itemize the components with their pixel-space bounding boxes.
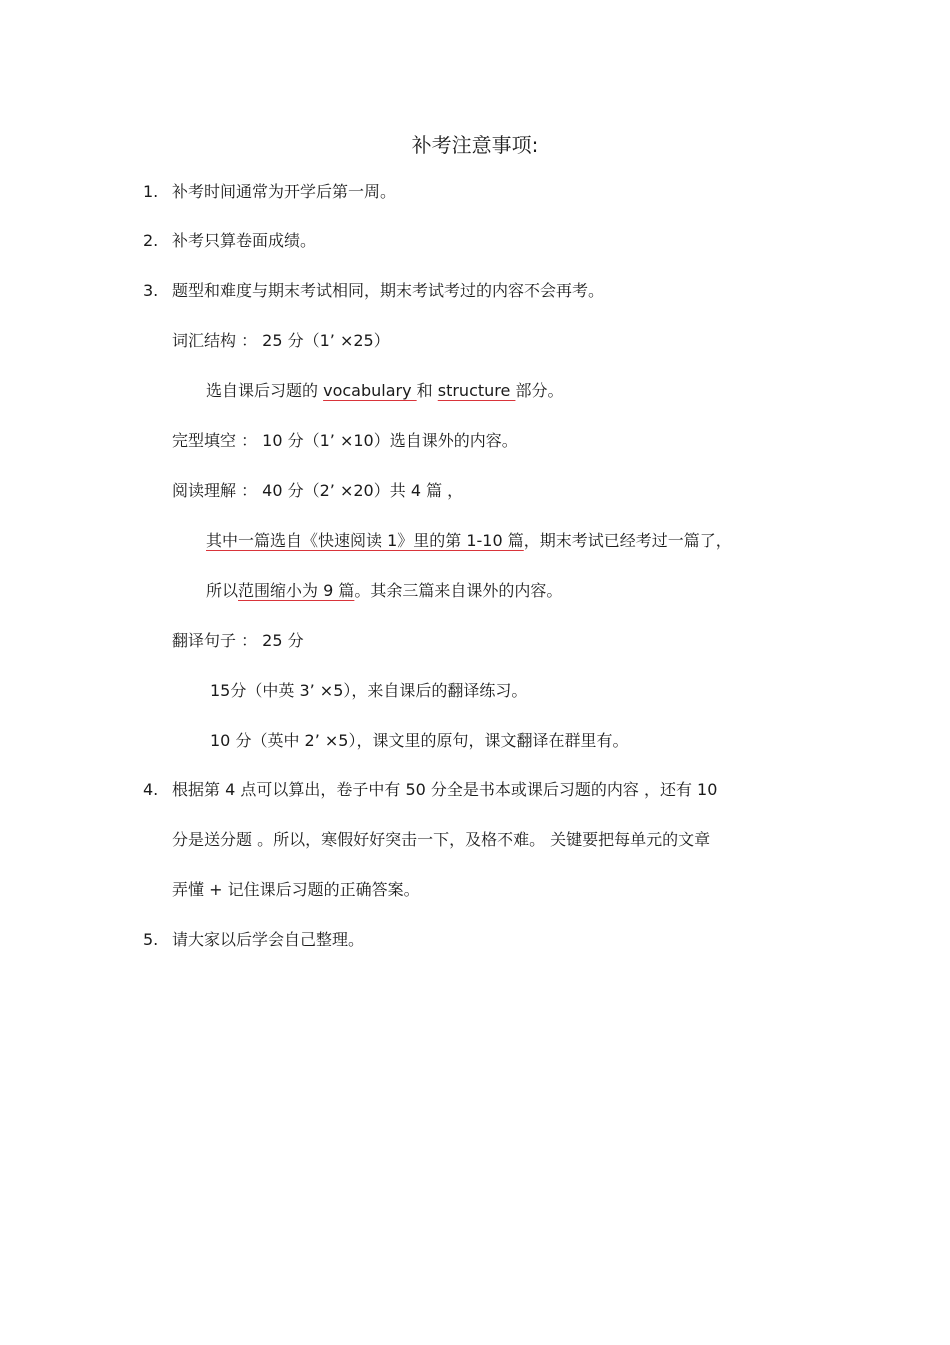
item-number: 5. (143, 930, 159, 949)
vocab-underline-vocabulary: vocabulary (323, 381, 417, 400)
item-number: 4. (143, 780, 159, 799)
item4-line-2: 分是送分题 。所以，寒假好好突击一下，及格不难。 关键要把每单元的文章 (172, 830, 711, 849)
item4-line-3: 弄懂 + 记住课后习题的正确答案。 (172, 880, 420, 899)
item-number: 1. (143, 182, 159, 201)
vocab-underline-structure: structure (437, 381, 516, 400)
item-number: 3. (143, 281, 159, 300)
translation-detail-2: 10 分（英中 2’ ×5），课文里的原句，课文翻译在群里有。 (210, 731, 629, 750)
item4-line-1: 根据第 4 点可以算出，卷子中有 50 分全是书本或课后习题的内容 ，还有 10 (172, 780, 718, 799)
vocab-heading: 词汇结构 ： 25 分（1’ ×25） (172, 331, 390, 350)
item5-text: 请大家以后学会自己整理。 (172, 930, 365, 949)
cloze-line: 完型填空 ： 10 分（1’ ×10）选自课外的内容。 (172, 431, 518, 450)
page-title: 补考注意事项: (411, 133, 539, 157)
reading-underline-range: 范围缩小为 9 篇 (238, 581, 355, 600)
reading-l2-pre: 所以 (206, 581, 239, 600)
reading-detail-2 (206, 580, 562, 602)
vocab-post: 部分。 (515, 381, 564, 400)
reading-l1-post: ，期末考试已经考过一篇了， (523, 531, 732, 550)
reading-underline-source: 其中一篇选自《快速阅读 1》里的第 1-10 篇 (206, 531, 524, 550)
item-text: 题型和难度与期末考试相同，期末考试考过的内容不会再考。 (172, 281, 605, 300)
vocab-pre: 选自课后习题的 (206, 381, 324, 400)
translation-detail-1: 15分（中英 3’ ×5），来自课后的翻译练习。 (210, 681, 528, 700)
reading-l2-post: 。其余三篇来自课外的内容。 (354, 581, 563, 600)
reading-heading: 阅读理解 ： 40 分（2’ ×20）共 4 篇 ， (172, 481, 464, 500)
vocab-mid: 和 (416, 381, 438, 400)
reading-detail-1 (206, 530, 732, 552)
item-number: 2. (143, 231, 159, 250)
vocab-detail (206, 380, 563, 402)
item-text: 补考时间通常为开学后第一周。 (172, 182, 397, 201)
item-text: 补考只算卷面成绩。 (172, 231, 317, 250)
translation-heading: 翻译句子 ： 25 分 (172, 631, 304, 650)
